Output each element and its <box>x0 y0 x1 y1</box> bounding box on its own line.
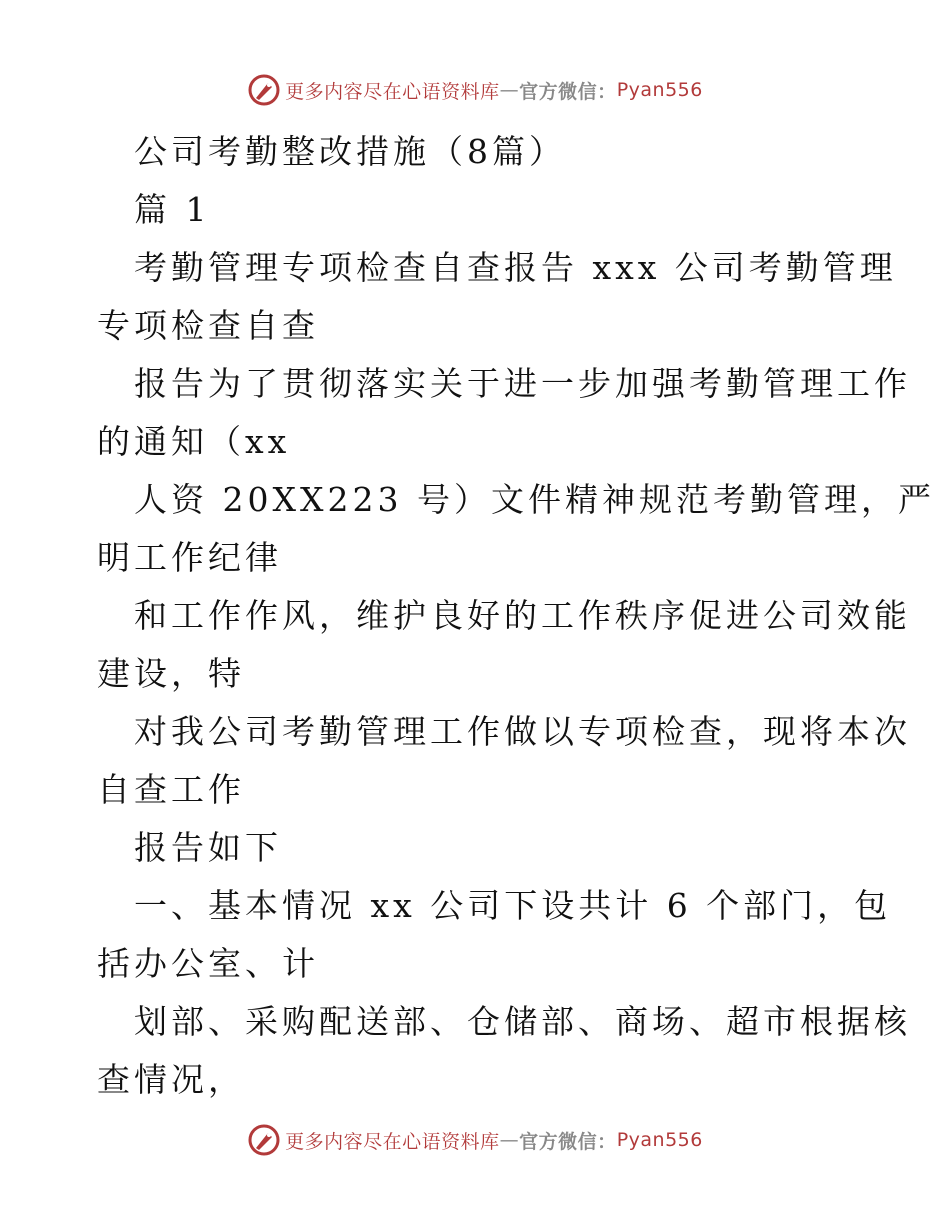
paragraph-line: 报告如下 <box>134 828 282 867</box>
paragraph-line: 报告为了贯彻落实关于进一步加强考勤管理工作 <box>134 364 911 403</box>
pen-nib-icon <box>247 73 281 107</box>
banner-text: 更多内容尽在心语资料库 <box>285 1130 500 1153</box>
banner-separator: — <box>499 79 520 101</box>
paragraph-line: 对我公司考勤管理工作做以专项检查，现将本次 <box>134 712 911 751</box>
banner-separator: — <box>499 1129 520 1151</box>
document-title: 公司考勤整改措施（8篇） <box>134 132 566 171</box>
paragraph-line: 括办公室、计 <box>97 944 319 983</box>
pen-nib-icon <box>247 1123 281 1157</box>
paragraph-line: 的通知（xx <box>97 422 291 461</box>
paragraph-line: 建设，特 <box>97 654 245 693</box>
banner-account: Pyan556 <box>616 1129 703 1151</box>
banner-text: 更多内容尽在心语资料库 <box>285 80 500 103</box>
paragraph-line: 查情况， <box>97 1060 245 1099</box>
paragraph-line: 划部、采购配送部、仓储部、商场、超市根据核 <box>134 1002 911 1041</box>
footer-watermark-banner <box>0 1120 950 1160</box>
banner-account: Pyan556 <box>616 79 703 101</box>
paragraph-line: 一、基本情况 xx 公司下设共计 6 个部门，包 <box>134 886 892 925</box>
header-watermark-banner <box>0 70 950 110</box>
paragraph-line: 人资 20XX223 号）文件精神规范考勤管理，严 <box>134 480 935 519</box>
section-heading: 篇 1 <box>134 190 211 229</box>
paragraph-line: 和工作作风，维护良好的工作秩序促进公司效能 <box>134 596 911 635</box>
paragraph-line: 考勤管理专项检查自查报告 xxx 公司考勤管理 <box>134 248 897 287</box>
document-body <box>97 123 935 1109</box>
paragraph-line: 专项检查自查 <box>97 306 319 345</box>
banner-label: 官方微信： <box>519 80 617 103</box>
paragraph-line: 自查工作 <box>97 770 245 809</box>
paragraph-line: 明工作纪律 <box>97 538 282 577</box>
banner-label: 官方微信： <box>519 1130 617 1153</box>
